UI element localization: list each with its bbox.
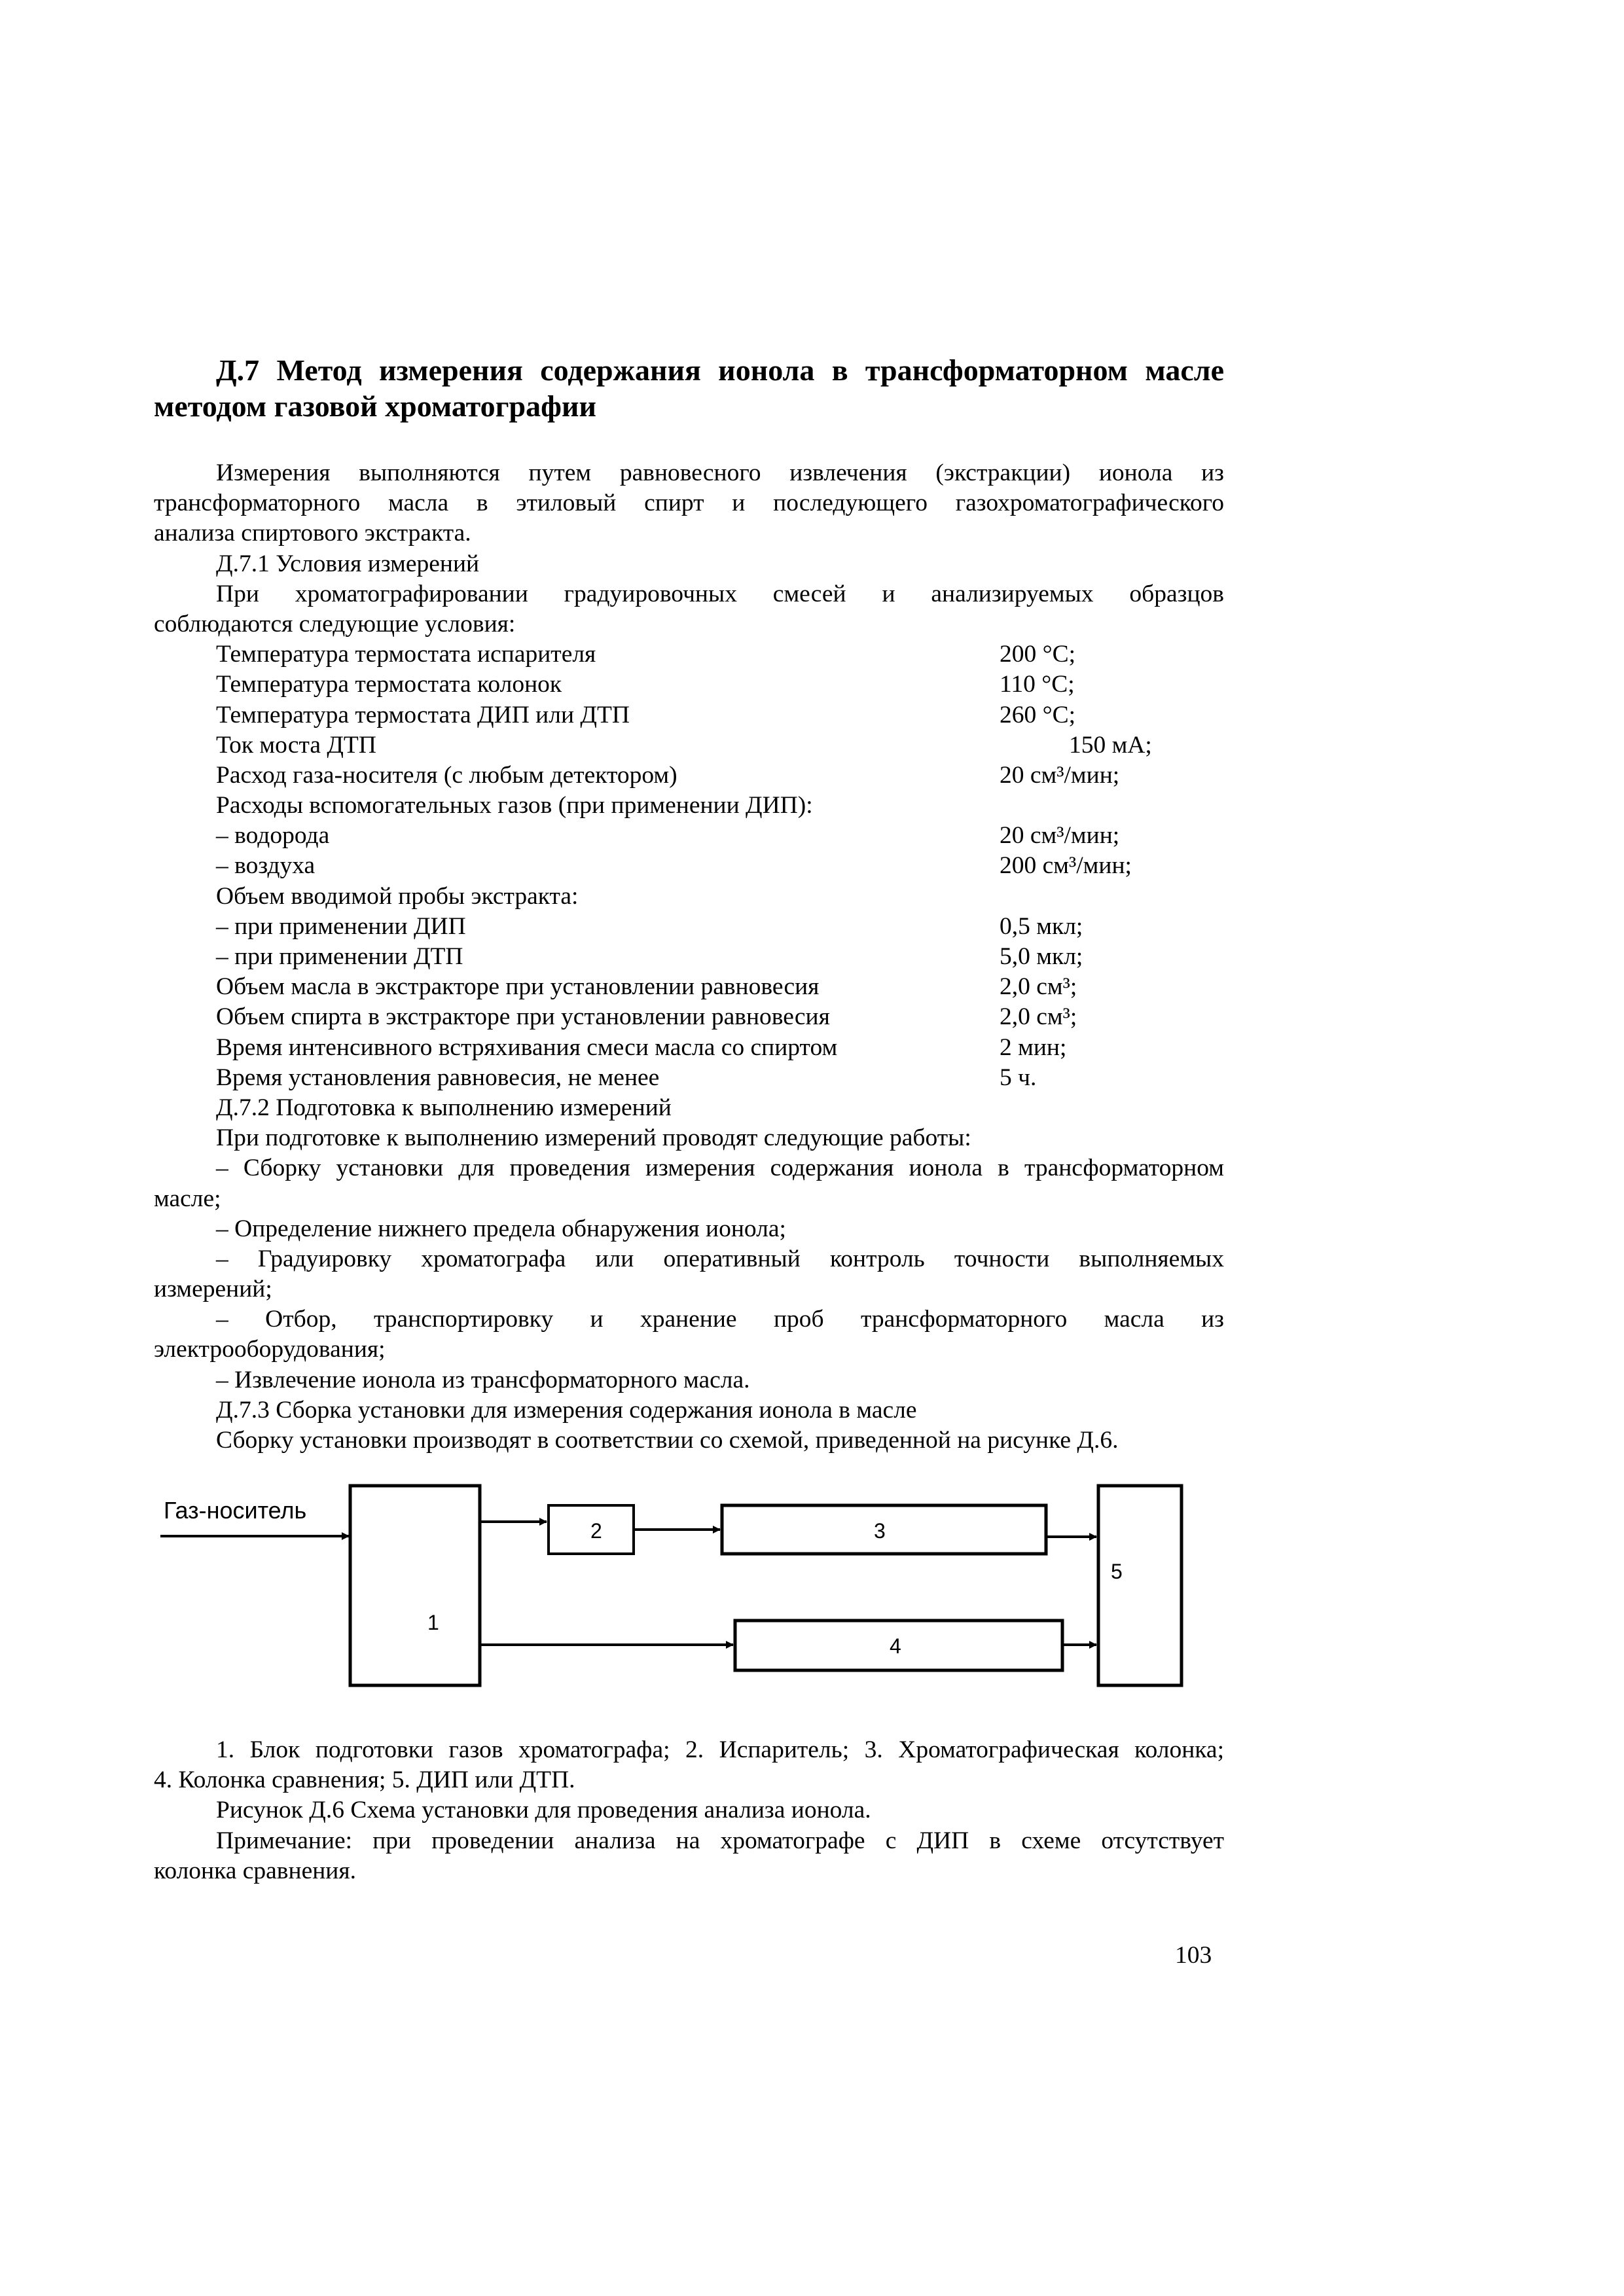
condition-row — [154, 821, 1224, 851]
preparation-item-4a: – Отбор, транспортировку и хранение проб трансформаторного масла из — [216, 1306, 1224, 1333]
legend-line-1: 1. Блок подготовки газов хроматографа; 2. Испаритель; 3. Хроматографическая колонка; — [216, 1736, 1224, 1763]
condition-value: 20 см³/мин; — [1000, 761, 1120, 789]
block-1-label: 1 — [427, 1611, 439, 1634]
condition-label: Объем вводимой пробы экстракта: — [216, 882, 579, 910]
condition-value: 5 ч. — [1000, 1064, 1037, 1091]
subsection-title-2: Д.7.2 Подготовка к выполнению измерений — [216, 1094, 672, 1121]
condition-row — [154, 1033, 1224, 1063]
condition-label: – при применении ДТП — [216, 943, 463, 970]
condition-label: Время интенсивного встряхивания смеси масла со спиртом — [216, 1033, 838, 1061]
subsection-title-1: Д.7.1 Условия измерений — [216, 550, 480, 577]
condition-row — [154, 639, 1224, 670]
preparation-item-1b: масле; — [154, 1185, 221, 1212]
condition-label: Время установления равновесия, не менее — [216, 1064, 660, 1091]
condition-label: – водорода — [216, 822, 330, 850]
condition-value: 150 мА; — [1069, 731, 1152, 759]
condition-row — [154, 761, 1224, 791]
preparation-item-3a: – Градуировку хроматографа или оперативный контроль точности выполняемых — [216, 1245, 1224, 1272]
condition-row — [154, 700, 1224, 730]
condition-row — [154, 1002, 1224, 1032]
condition-value: 5,0 мкл; — [1000, 943, 1083, 970]
condition-row — [154, 851, 1224, 881]
block-4-label: 4 — [890, 1634, 901, 1658]
block-3-label: 3 — [874, 1519, 886, 1543]
assembly-lead: Сборку установки производят в соответствии со схемой, приведенной на рисунке Д.6. — [216, 1427, 1119, 1454]
condition-value: 200 °С; — [1000, 641, 1076, 668]
condition-label: Расход газа-носителя (с любым детектором) — [216, 761, 677, 789]
figure-caption — [154, 1735, 1224, 1886]
condition-label: Объем спирта в экстракторе при установлении равновесия — [216, 1003, 830, 1031]
condition-row — [154, 972, 1224, 1002]
condition-label: Температура термостата испарителя — [216, 641, 596, 668]
heading-line-2: методом газовой хроматографии — [154, 389, 596, 423]
intro-line-3: анализа спиртового экстракта. — [154, 520, 471, 547]
block-1 — [350, 1486, 480, 1685]
note-line-1: Примечание: при проведении анализа на хроматографе с ДИП в схеме отсутствует — [216, 1827, 1224, 1854]
preparation-item-5: – Извлечение ионола из трансформаторного масла. — [216, 1366, 750, 1393]
figure-title: Рисунок Д.6 Схема установки для проведения анализа ионола. — [216, 1797, 871, 1824]
conditions-lead-1: При хроматографировании градуировочных смесей и анализируемых образцов — [216, 580, 1224, 607]
condition-label: – воздуха — [216, 852, 316, 880]
condition-row — [154, 730, 1224, 761]
condition-row — [154, 912, 1224, 942]
legend-line-2: 4. Колонка сравнения; 5. ДИП или ДТП. — [154, 1767, 575, 1794]
preparation-item-2: – Определение нижнего предела обнаружения ионола; — [216, 1215, 786, 1242]
setup-diagram — [154, 1473, 1224, 1708]
document-page — [154, 0, 1224, 2296]
condition-label: Температура термостата колонок — [216, 671, 562, 698]
preparation-item-3b: измерений; — [154, 1276, 272, 1303]
subsection-title-3: Д.7.3 Сборка установки для измерения содержания ионола в масле — [216, 1396, 917, 1424]
conditions-lead-2: соблюдаются следующие условия: — [154, 610, 516, 637]
condition-row — [154, 942, 1224, 972]
intro-line-1: Измерения выполняются путем равновесного извлечения (экстракции) ионола из — [216, 459, 1224, 486]
condition-label: Объем масла в экстракторе при установлении равновесия — [216, 973, 820, 1001]
condition-value: 110 °С; — [1000, 671, 1075, 698]
preparation-item-1a: – Сборку установки для проведения измерения содержания ионола в трансформаторном — [216, 1155, 1224, 1182]
heading-line-1: Д.7 Метод измерения содержания ионола в трансформаторном масле — [216, 353, 1224, 387]
condition-value: 200 см³/мин; — [1000, 852, 1132, 880]
condition-value: 2 мин; — [1000, 1033, 1067, 1061]
condition-row — [154, 791, 1224, 821]
condition-label: – при применении ДИП — [216, 912, 466, 940]
condition-value: 260 °С; — [1000, 701, 1076, 728]
condition-value: 0,5 мкл; — [1000, 912, 1083, 940]
note-line-2: колонка сравнения. — [154, 1857, 356, 1884]
block-5 — [1098, 1486, 1182, 1685]
intro-line-2: трансформаторного масла в этиловый спирт и последующего газохроматографического — [154, 490, 1224, 517]
condition-value: 2,0 см³; — [1000, 1003, 1077, 1031]
condition-row — [154, 670, 1224, 700]
section-heading — [154, 352, 1224, 424]
condition-label: Ток моста ДТП — [216, 731, 376, 759]
document-body — [154, 458, 1224, 1456]
setup-diagram-svg — [154, 1473, 1224, 1708]
condition-value: 20 см³/мин; — [1000, 822, 1120, 850]
condition-value: 2,0 см³; — [1000, 973, 1077, 1001]
preparation-lead: При подготовке к выполнению измерений проводят следующие работы: — [216, 1124, 971, 1152]
condition-row — [154, 882, 1224, 912]
block-2-label: 2 — [590, 1519, 602, 1543]
condition-label: Температура термостата ДИП или ДТП — [216, 701, 630, 728]
preparation-item-4b: электрооборудования; — [154, 1336, 386, 1363]
page-number: 103 — [1175, 1942, 1212, 1969]
block-5-label: 5 — [1111, 1560, 1123, 1583]
condition-row — [154, 1063, 1224, 1093]
input-label: Газ-носитель — [164, 1497, 307, 1524]
condition-label: Расходы вспомогательных газов (при применении ДИП): — [216, 792, 813, 819]
